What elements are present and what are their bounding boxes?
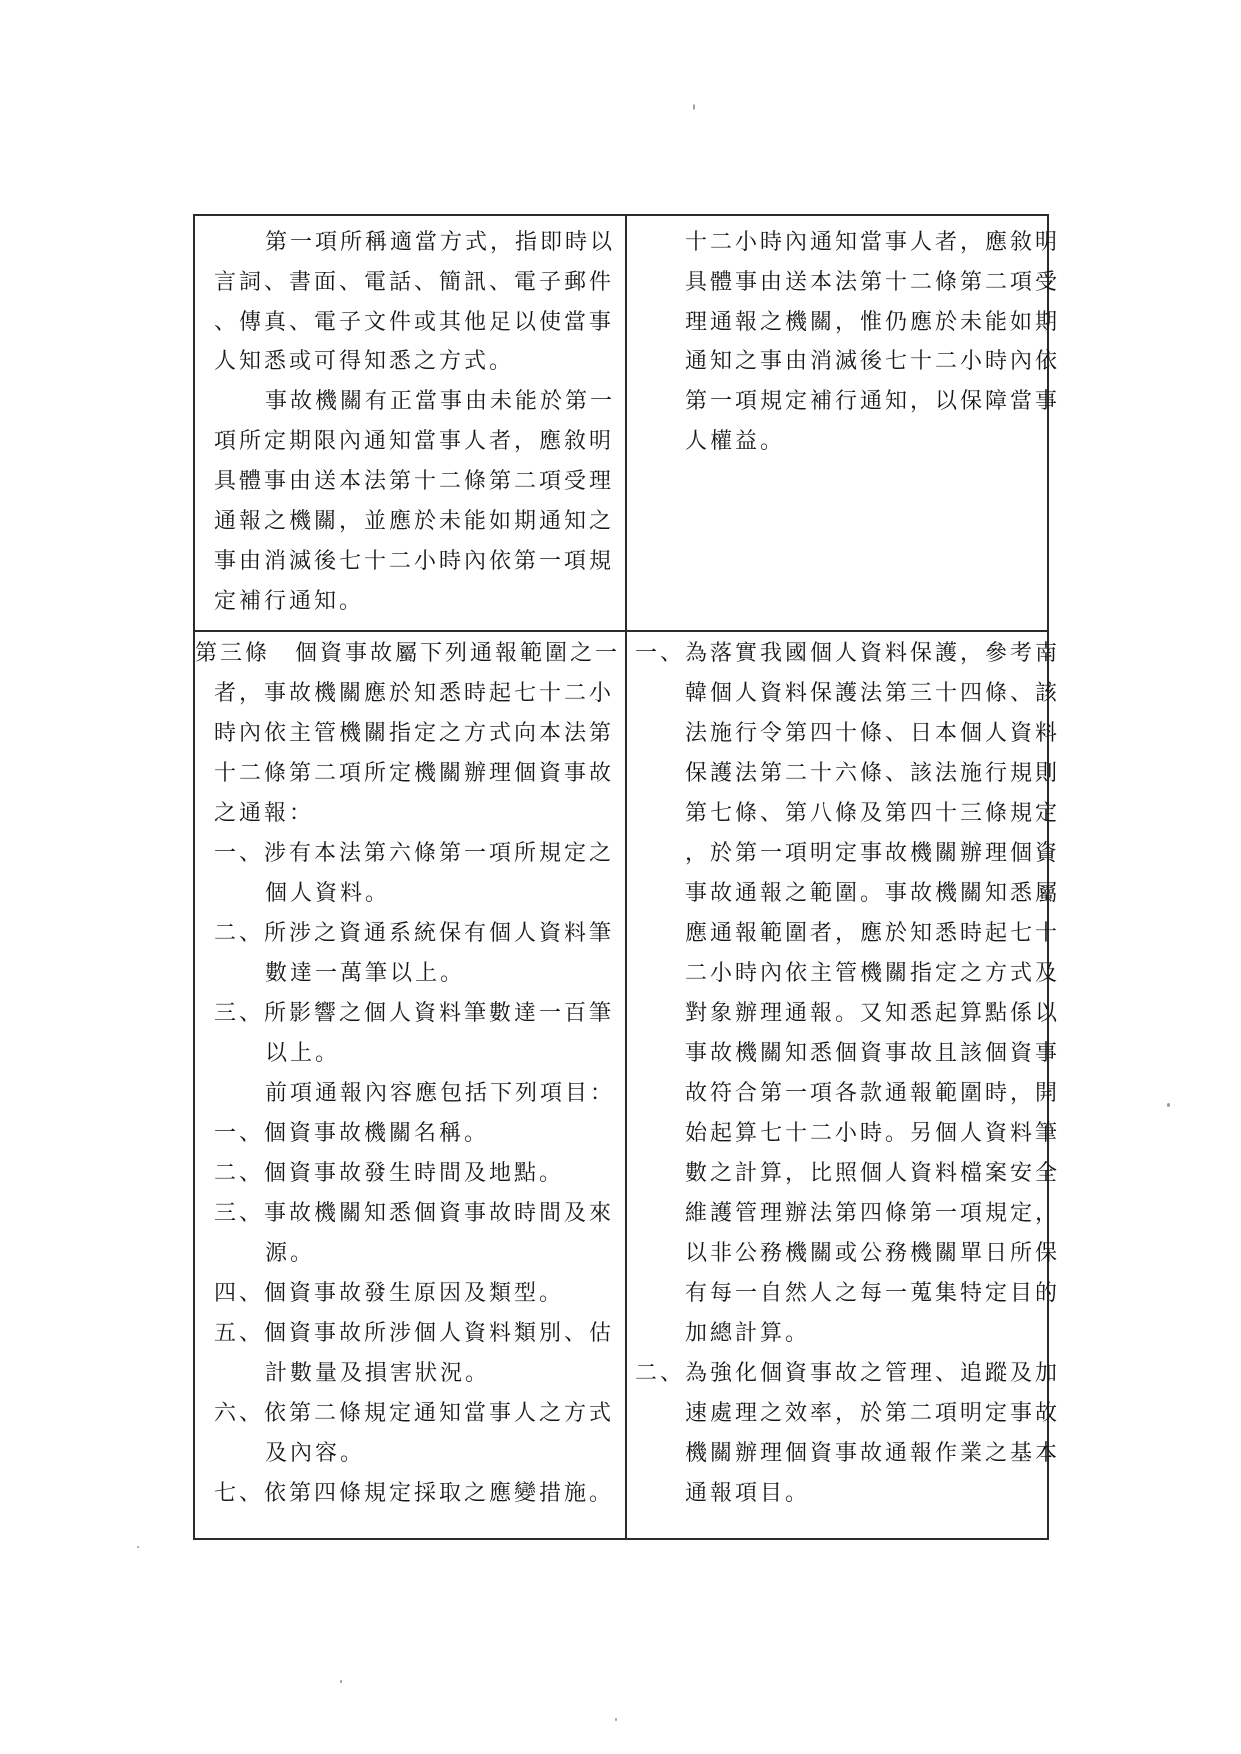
article-3-cell (195, 632, 625, 1540)
article-text-line: 通報之機關，並應於未能如期通知之 (214, 509, 615, 534)
explanation-line: ，於第一項明定事故機關辦理個資 (685, 841, 1061, 866)
explanation-line: 法施行令第四十條、日本個人資料 (685, 721, 1061, 746)
article-heading-line: 第三條 個資事故屬下列通報範圍之一 (195, 641, 621, 666)
explanation-line: 十二小時內通知當事人者，應敘明 (685, 230, 1061, 255)
list-item-line: 六、依第二條規定通知當事人之方式 (214, 1401, 615, 1426)
explanation-line: 通報項目。 (685, 1481, 811, 1506)
list-item-continuation: 以上。 (265, 1041, 341, 1066)
explanation-line: 事故機關知悉個資事故且該個資事 (685, 1041, 1061, 1066)
scan-speck (693, 104, 695, 110)
explanation-line: 以非公務機關或公務機關單日所保 (685, 1241, 1061, 1266)
list-item-line: 一、個資事故機關名稱。 (214, 1121, 490, 1146)
explanation-line: 二小時內依主管機關指定之方式及 (685, 961, 1061, 986)
explanation-line: 具體事由送本法第十二條第二項受 (685, 270, 1061, 295)
explanation-line: 事故通報之範圍。事故機關知悉屬 (685, 881, 1061, 906)
list-item-continuation: 及內容。 (265, 1441, 366, 1466)
explanation-line: 維護管理辦法第四條第一項規定， (685, 1201, 1061, 1226)
explanation-line: 應通報範圍者，應於知悉時起七十 (685, 921, 1061, 946)
article-text-line: 事由消滅後七十二小時內依第一項規 (214, 549, 615, 574)
explanation-line: 機關辦理個資事故通報作業之基本 (685, 1441, 1061, 1466)
explanation-line: 韓個人資料保護法第三十四條、該 (685, 681, 1061, 706)
list-item-line: 二、所涉之資通系統保有個人資料筆 (214, 921, 615, 946)
article-text-line: 、傳真、電子文件或其他足以使當事 (214, 310, 615, 335)
explanation-item-line: 一、為落實我國個人資料保護，參考南 (635, 641, 1061, 666)
explanation-line: 保護法第二十六條、該法施行規則 (685, 761, 1061, 786)
list-item-line: 七、依第四條規定採取之應變措施。 (214, 1481, 615, 1506)
article-text-line: 第一項所稱適當方式，指即時以 (265, 230, 616, 255)
explanation-item-line: 二、為強化個資事故之管理、追蹤及加 (635, 1361, 1061, 1386)
list-item-continuation: 源。 (265, 1241, 316, 1266)
explanation-line: 人權益。 (685, 429, 786, 454)
explanation-line: 對象辦理通報。又知悉起算點係以 (685, 1001, 1061, 1026)
scan-speck (1167, 1103, 1170, 1107)
article-text-line: 十二條第二項所定機關辦理個資事故 (214, 761, 615, 786)
list-item-line: 三、所影響之個人資料筆數達一百筆 (214, 1001, 615, 1026)
list-item-continuation: 個人資料。 (265, 881, 391, 906)
list-item-line: 一、涉有本法第六條第一項所規定之 (214, 841, 615, 866)
explanation-line: 始起算七十二小時。另個人資料筆 (685, 1121, 1061, 1146)
article-text-line: 者，事故機關應於知悉時起七十二小 (214, 681, 615, 706)
list-item-line: 三、事故機關知悉個資事故時間及來 (214, 1201, 615, 1226)
list-item-continuation: 計數量及損害狀況。 (265, 1361, 491, 1386)
explanation-3-cell (627, 632, 1061, 1540)
explanation-line: 第一項規定補行通知，以保障當事 (685, 389, 1061, 414)
article-text-line: 人知悉或可得知悉之方式。 (214, 349, 515, 374)
list-item-continuation: 數達一萬筆以上。 (265, 961, 466, 986)
scan-speck (615, 1718, 617, 1721)
list-item-line: 四、個資事故發生原因及類型。 (214, 1281, 565, 1306)
explanation-line: 通知之事由消滅後七十二小時內依 (685, 349, 1061, 374)
article-text-line: 之通報： (214, 801, 315, 826)
explanation-line: 加總計算。 (685, 1321, 811, 1346)
scan-speck (340, 1680, 342, 1683)
article-text-line: 定補行通知。 (214, 589, 365, 614)
explanation-line: 速處理之效率，於第二項明定事故 (685, 1401, 1061, 1426)
article-text-line: 言詞、書面、電話、簡訊、電子郵件 (214, 270, 615, 295)
article-text-line: 時內依主管機關指定之方式向本法第 (214, 721, 615, 746)
list-item-line: 五、個資事故所涉個人資料類別、估 (214, 1321, 615, 1346)
scan-speck (137, 1546, 139, 1548)
list-item-line: 二、個資事故發生時間及地點。 (214, 1161, 565, 1186)
article-text-line: 前項通報內容應包括下列項目： (265, 1081, 616, 1106)
explanation-cell-top (627, 216, 1061, 630)
comparison-table (193, 214, 1061, 1540)
explanation-line: 理通報之機關，惟仍應於未能如期 (685, 310, 1061, 335)
article-text-cell-top (195, 216, 625, 630)
article-text-line: 項所定期限內通知當事人者，應敘明 (214, 429, 615, 454)
explanation-line: 有每一自然人之每一蒐集特定目的 (685, 1281, 1061, 1306)
explanation-line: 故符合第一項各款通報範圍時，開 (685, 1081, 1061, 1106)
article-text-line: 具體事由送本法第十二條第二項受理 (214, 469, 615, 494)
explanation-line: 數之計算，比照個人資料檔案安全 (685, 1161, 1061, 1186)
article-text-line: 事故機關有正當事由未能於第一 (265, 389, 616, 414)
explanation-line: 第七條、第八條及第四十三條規定 (685, 801, 1061, 826)
